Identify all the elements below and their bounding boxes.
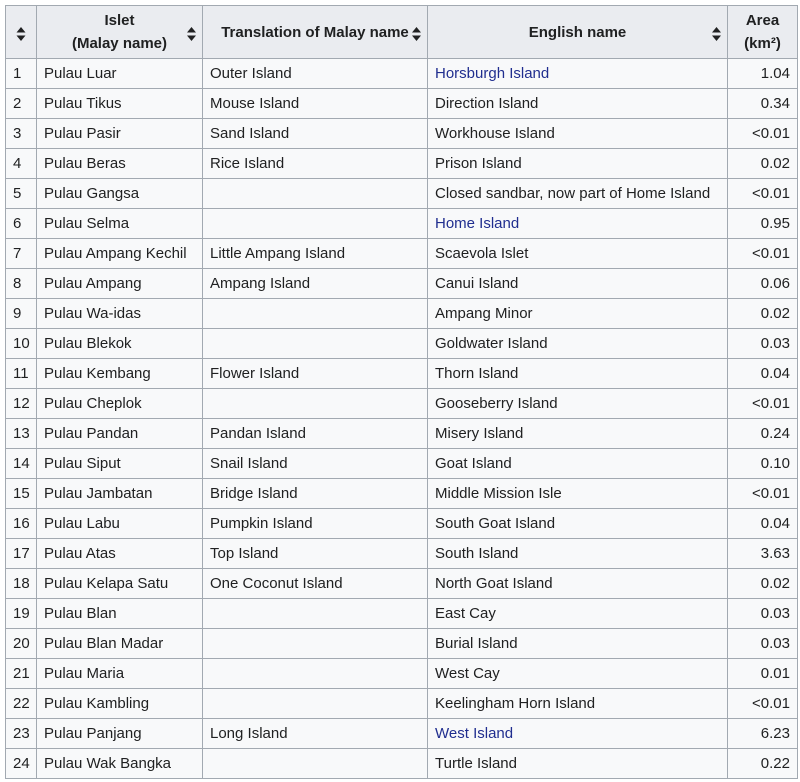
header-english-label: English name xyxy=(528,23,627,41)
english-name-cell: Burial Island xyxy=(428,629,728,659)
row-index-cell: 15 xyxy=(6,479,37,509)
table-row xyxy=(6,479,798,509)
english-name-cell: Gooseberry Island xyxy=(428,389,728,419)
header-english[interactable] xyxy=(428,6,728,59)
english-name-cell: Ampang Minor xyxy=(428,299,728,329)
row-index-cell: 8 xyxy=(6,269,37,299)
english-name-link[interactable]: Horsburgh Island xyxy=(435,64,550,82)
row-index-cell: 24 xyxy=(6,749,37,779)
english-name-cell: Thorn Island xyxy=(428,359,728,389)
area-cell: <0.01 xyxy=(728,479,798,509)
sort-arrows-icon[interactable] xyxy=(187,25,196,39)
translation-cell xyxy=(203,629,428,659)
malay-name-cell: Pulau Kelapa Satu xyxy=(37,569,203,599)
translation-cell: Pandan Island xyxy=(203,419,428,449)
area-cell: 0.02 xyxy=(728,149,798,179)
table-row xyxy=(6,509,798,539)
english-name-cell: Closed sandbar, now part of Home Island xyxy=(428,179,728,209)
table-row xyxy=(6,239,798,269)
english-name-cell: Turtle Island xyxy=(428,749,728,779)
sort-arrows-icon[interactable] xyxy=(412,25,421,39)
header-area-line1: Area xyxy=(745,12,780,29)
translation-cell: Pumpkin Island xyxy=(203,509,428,539)
row-index-cell: 17 xyxy=(6,539,37,569)
area-cell: 0.03 xyxy=(728,329,798,359)
english-name-cell: Goat Island xyxy=(428,449,728,479)
table-row xyxy=(6,269,798,299)
table-row xyxy=(6,149,798,179)
translation-cell xyxy=(203,659,428,689)
english-name-link[interactable]: Home Island xyxy=(435,214,520,232)
malay-name-cell: Pulau Wak Bangka xyxy=(37,749,203,779)
english-name-cell: South Island xyxy=(428,539,728,569)
english-name-cell: Canui Island xyxy=(428,269,728,299)
translation-cell: Outer Island xyxy=(203,59,428,89)
english-name-cell: Middle Mission Isle xyxy=(428,479,728,509)
malay-name-cell: Pulau Kembang xyxy=(37,359,203,389)
area-cell: 0.04 xyxy=(728,509,798,539)
translation-cell xyxy=(203,389,428,419)
row-index-cell: 14 xyxy=(6,449,37,479)
english-name-cell xyxy=(428,59,728,89)
header-islet-line2: (Malay name) xyxy=(71,35,168,52)
translation-cell: Bridge Island xyxy=(203,479,428,509)
table-body xyxy=(6,59,798,779)
translation-cell: Mouse Island xyxy=(203,89,428,119)
english-name-cell: Misery Island xyxy=(428,419,728,449)
translation-cell xyxy=(203,599,428,629)
header-translation-label: Translation of Malay name xyxy=(221,23,409,41)
row-index-cell: 22 xyxy=(6,689,37,719)
malay-name-cell: Pulau Beras xyxy=(37,149,203,179)
row-index-cell: 13 xyxy=(6,419,37,449)
area-cell: 0.10 xyxy=(728,449,798,479)
translation-cell xyxy=(203,689,428,719)
area-cell: 1.04 xyxy=(728,59,798,89)
table-row xyxy=(6,749,798,779)
malay-name-cell: Pulau Siput xyxy=(37,449,203,479)
row-index-cell: 16 xyxy=(6,509,37,539)
translation-cell xyxy=(203,329,428,359)
translation-cell xyxy=(203,749,428,779)
table-row xyxy=(6,689,798,719)
table-row xyxy=(6,629,798,659)
malay-name-cell: Pulau Maria xyxy=(37,659,203,689)
malay-name-cell: Pulau Pasir xyxy=(37,119,203,149)
table-row xyxy=(6,449,798,479)
header-islet[interactable] xyxy=(37,6,203,59)
islets-table xyxy=(5,5,798,779)
malay-name-cell: Pulau Selma xyxy=(37,209,203,239)
malay-name-cell: Pulau Labu xyxy=(37,509,203,539)
table-row xyxy=(6,389,798,419)
area-cell: 0.03 xyxy=(728,629,798,659)
row-index-cell: 23 xyxy=(6,719,37,749)
header-translation[interactable] xyxy=(203,6,428,59)
area-cell: <0.01 xyxy=(728,389,798,419)
table-row xyxy=(6,419,798,449)
translation-cell: Top Island xyxy=(203,539,428,569)
malay-name-cell: Pulau Cheplok xyxy=(37,389,203,419)
table-row xyxy=(6,599,798,629)
area-cell: 0.34 xyxy=(728,89,798,119)
translation-cell: Little Ampang Island xyxy=(203,239,428,269)
table-row xyxy=(6,179,798,209)
area-cell: 3.63 xyxy=(728,539,798,569)
row-index-cell: 10 xyxy=(6,329,37,359)
area-cell: 0.02 xyxy=(728,569,798,599)
english-name-cell: Prison Island xyxy=(428,149,728,179)
malay-name-cell: Pulau Blan xyxy=(37,599,203,629)
area-cell: <0.01 xyxy=(728,239,798,269)
malay-name-cell: Pulau Jambatan xyxy=(37,479,203,509)
malay-name-cell: Pulau Atas xyxy=(37,539,203,569)
english-name-cell: East Cay xyxy=(428,599,728,629)
row-index-cell: 1 xyxy=(6,59,37,89)
english-name-cell: North Goat Island xyxy=(428,569,728,599)
row-index-cell: 3 xyxy=(6,119,37,149)
english-name-cell xyxy=(428,719,728,749)
area-cell: 6.23 xyxy=(728,719,798,749)
area-cell: 0.02 xyxy=(728,299,798,329)
row-index-cell: 11 xyxy=(6,359,37,389)
row-index-cell: 12 xyxy=(6,389,37,419)
malay-name-cell: Pulau Ampang Kechil xyxy=(37,239,203,269)
row-index-cell: 7 xyxy=(6,239,37,269)
table-row xyxy=(6,359,798,389)
english-name-cell xyxy=(428,209,728,239)
row-index-cell: 2 xyxy=(6,89,37,119)
malay-name-cell: Pulau Gangsa xyxy=(37,179,203,209)
area-cell: 0.95 xyxy=(728,209,798,239)
malay-name-cell: Pulau Blan Madar xyxy=(37,629,203,659)
header-area-label xyxy=(744,9,781,55)
table-row xyxy=(6,89,798,119)
area-cell: 0.03 xyxy=(728,599,798,629)
translation-cell: Snail Island xyxy=(203,449,428,479)
table-row xyxy=(6,59,798,89)
table-row xyxy=(6,719,798,749)
row-index-cell: 18 xyxy=(6,569,37,599)
english-name-cell: Direction Island xyxy=(428,89,728,119)
sort-arrows-icon[interactable] xyxy=(17,25,26,39)
area-cell: <0.01 xyxy=(728,119,798,149)
malay-name-cell: Pulau Pandan xyxy=(37,419,203,449)
area-cell: 0.24 xyxy=(728,419,798,449)
area-cell: 0.22 xyxy=(728,749,798,779)
table-row xyxy=(6,119,798,149)
area-cell: 0.06 xyxy=(728,269,798,299)
english-name-cell: Keelingham Horn Island xyxy=(428,689,728,719)
malay-name-cell: Pulau Blekok xyxy=(37,329,203,359)
translation-cell: Ampang Island xyxy=(203,269,428,299)
row-index-cell: 5 xyxy=(6,179,37,209)
header-index[interactable] xyxy=(6,6,37,59)
table-row xyxy=(6,659,798,689)
table-row xyxy=(6,329,798,359)
english-name-cell: Scaevola Islet xyxy=(428,239,728,269)
english-name-cell: South Goat Island xyxy=(428,509,728,539)
english-name-cell: Workhouse Island xyxy=(428,119,728,149)
header-row xyxy=(6,6,798,59)
translation-cell: Rice Island xyxy=(203,149,428,179)
translation-cell: Long Island xyxy=(203,719,428,749)
header-area[interactable] xyxy=(728,6,798,59)
translation-cell: Sand Island xyxy=(203,119,428,149)
translation-cell xyxy=(203,299,428,329)
english-name-cell: Goldwater Island xyxy=(428,329,728,359)
malay-name-cell: Pulau Ampang xyxy=(37,269,203,299)
row-index-cell: 4 xyxy=(6,149,37,179)
area-cell: <0.01 xyxy=(728,179,798,209)
header-islet-line1: Islet xyxy=(104,12,135,29)
english-name-cell: West Cay xyxy=(428,659,728,689)
row-index-cell: 9 xyxy=(6,299,37,329)
translation-cell xyxy=(203,209,428,239)
malay-name-cell: Pulau Tikus xyxy=(37,89,203,119)
table-row xyxy=(6,539,798,569)
malay-name-cell: Pulau Kambling xyxy=(37,689,203,719)
english-name-link[interactable]: West Island xyxy=(435,724,514,742)
translation-cell xyxy=(203,179,428,209)
sort-arrows-icon[interactable] xyxy=(712,25,721,39)
header-islet-label xyxy=(72,9,167,55)
table-header xyxy=(6,6,798,59)
malay-name-cell: Pulau Wa-idas xyxy=(37,299,203,329)
translation-cell: One Coconut Island xyxy=(203,569,428,599)
table-row xyxy=(6,209,798,239)
area-cell: 0.04 xyxy=(728,359,798,389)
area-cell: <0.01 xyxy=(728,689,798,719)
row-index-cell: 20 xyxy=(6,629,37,659)
row-index-cell: 21 xyxy=(6,659,37,689)
table-row xyxy=(6,569,798,599)
header-area-line2: (km²) xyxy=(744,35,781,52)
translation-cell: Flower Island xyxy=(203,359,428,389)
table-row xyxy=(6,299,798,329)
malay-name-cell: Pulau Luar xyxy=(37,59,203,89)
malay-name-cell: Pulau Panjang xyxy=(37,719,203,749)
area-cell: 0.01 xyxy=(728,659,798,689)
row-index-cell: 19 xyxy=(6,599,37,629)
row-index-cell: 6 xyxy=(6,209,37,239)
